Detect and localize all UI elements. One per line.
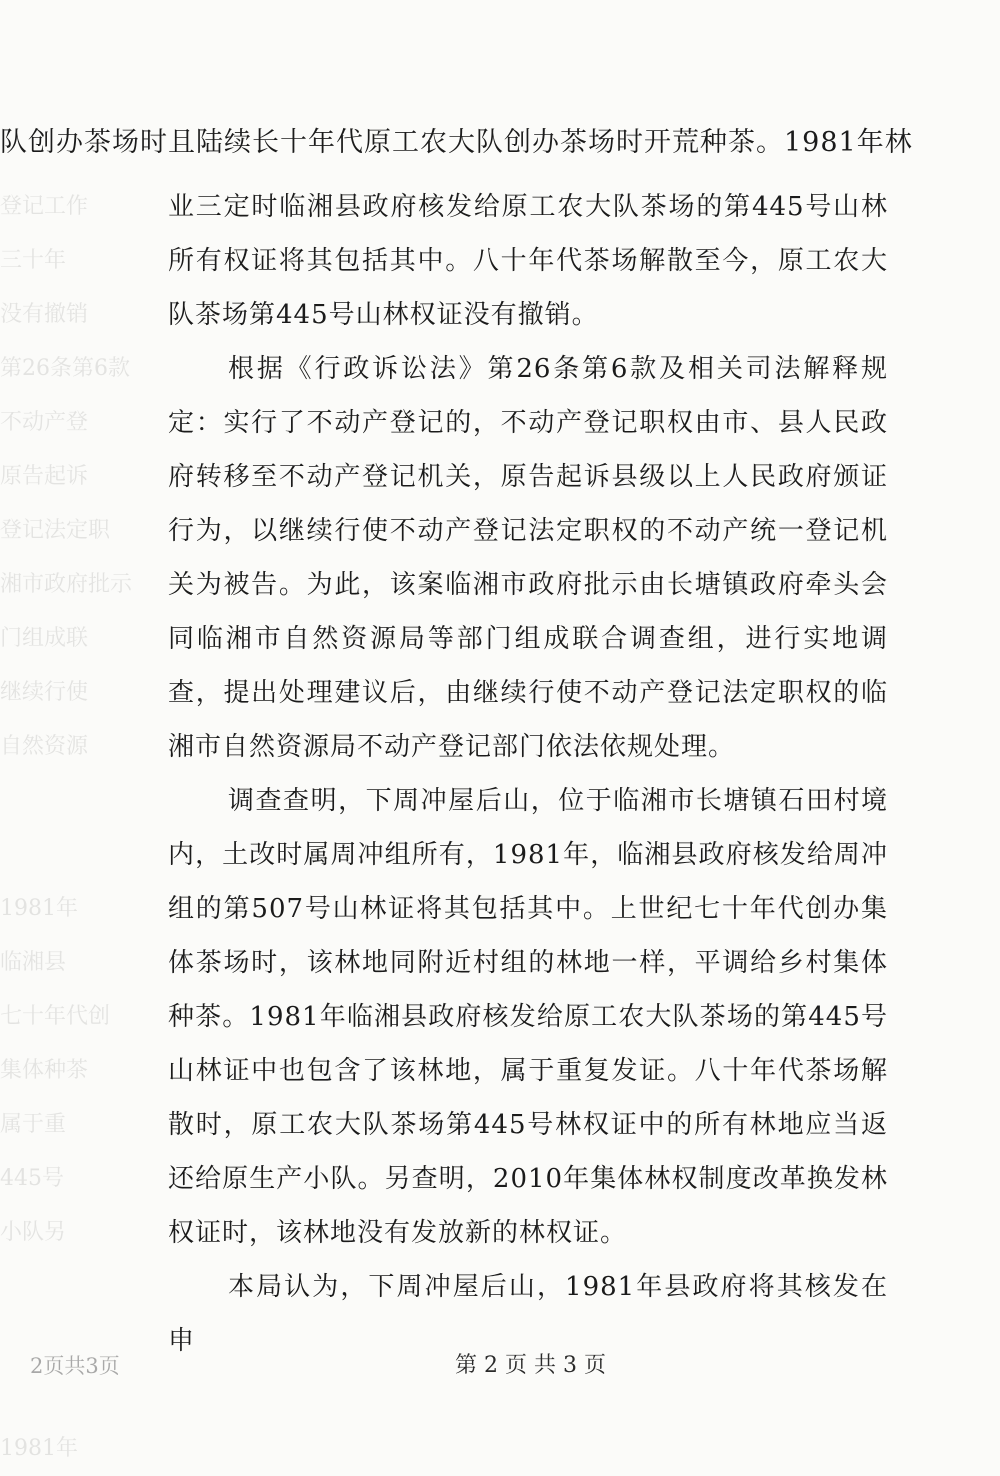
bleed-line: 湘市政府批示 xyxy=(0,572,133,597)
bleed-line: 属于重 xyxy=(0,1112,67,1137)
bleed-line: 集体种茶 xyxy=(0,1058,89,1083)
bleed-line: 小队另 xyxy=(0,1220,67,1245)
paragraph-1: 业三定时临湘县政府核发给原工农大队茶场的第445号山林所有权证将其包括其中。八十年代茶场解散至今，原工农大队茶场第445号山林权证没有撤销。 xyxy=(168,192,888,330)
paragraph-3: 调查查明，下周冲屋后山，位于临湘市长塘镇石田村境内，土改时属周冲组所有，1981年，临湘县政府核发给周冲组的第507号山林证将其包括其中。上世纪七十年代创办集体茶场时，该林地同附近村组的林地一样，平调给乡村集体种茶。1981年临湘县政府核发给原工农大队茶场的第445号山林证中也包含了该林地，属于重复发证。八十年代茶场解散时，原工农大队茶场第445号林权证中的所有林地应当返还给原生产小队。另查明，2010年集体林权制度改革换发林权证时，该林地没有发放新的林权证。 xyxy=(168,786,888,1248)
bleed-line: 三十年 xyxy=(0,248,67,273)
continuation-line: 队创办茶场时且陆续长十年代原工农大队创办茶场时开荒种茶。1981年林 xyxy=(0,127,913,158)
bleed-line: 不动产登 xyxy=(0,410,89,435)
bleed-line: 没有撤销 xyxy=(0,302,89,327)
bleed-line: 继续行使 xyxy=(0,680,89,705)
document-body xyxy=(168,180,888,1368)
bleed-line: 自然资源 xyxy=(0,734,89,759)
bleed-line: 门组成联 xyxy=(0,626,89,651)
bleed-line: 临湘县 xyxy=(0,950,67,975)
paragraph-2: 根据《行政诉讼法》第26条第6款及相关司法解释规定：实行了不动产登记的，不动产登记职权由市、县人民政府转移至不动产登记机关，原告起诉县级以上人民政府颁证行为，以继续行使不动产登记法定职权的不动产统一登记机关为被告。为此，该案临湘市政府批示由长塘镇政府牵头会同临湘市自然资源局等部门组成联合调查组，进行实地调查，提出处理建议后，由继续行使不动产登记法定职权的临湘市自然资源局不动产登记部门依法依规处理。 xyxy=(168,354,888,762)
bleed-line xyxy=(0,828,150,882)
bleed-line: 1981年 xyxy=(0,896,78,921)
paragraph-4: 本局认为，下周冲屋后山，1981年县政府将其核发在申 xyxy=(168,1272,888,1356)
page-number: 第 2 页 共 3 页 xyxy=(455,1353,606,1378)
bleed-line: 445号 xyxy=(0,1166,64,1191)
bleed-line xyxy=(0,774,150,828)
bleed-line: 1981年 xyxy=(0,1436,78,1461)
bleed-line: 原告起诉 xyxy=(0,464,89,489)
bleed-line xyxy=(0,1260,150,1314)
bleed-page-number: 2页共3页 xyxy=(30,1354,120,1378)
bleed-line: 登记工作 xyxy=(0,194,89,219)
bleed-line: 登记法定职 xyxy=(0,518,111,543)
bleed-line: 第26条第6款 xyxy=(0,356,130,381)
bleed-line: 七十年代创 xyxy=(0,1004,111,1029)
